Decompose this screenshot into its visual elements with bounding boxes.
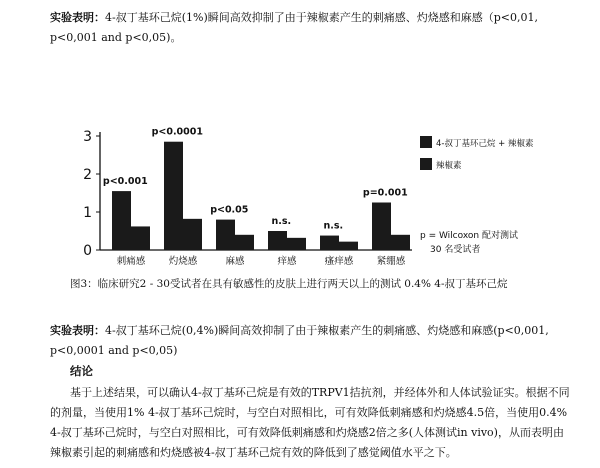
p-value-label: p=0.001 <box>362 187 408 199</box>
p-value-label: p<0.05 <box>210 204 249 216</box>
legend-label-capsaicin: 辣椒素 <box>436 161 462 171</box>
x-tick-label: 麻感 <box>225 256 245 267</box>
bar-capsaicin <box>372 203 391 251</box>
bar-treatment <box>183 219 202 250</box>
paragraph-results-2 <box>50 321 570 361</box>
bar-treatment <box>235 235 254 250</box>
bar-treatment <box>339 242 358 250</box>
paragraph-results-1 <box>50 8 570 48</box>
y-tick-label: 0 <box>83 243 92 259</box>
bar-capsaicin <box>112 191 131 250</box>
figure-caption: 图3：临床研究2 - 30受试者在具有敏感性的皮肤上进行两天以上的测试 0.4% 4-叔丁基环己烷 <box>70 278 508 290</box>
bar-capsaicin <box>268 231 287 250</box>
p-value-label: n.s. <box>271 216 292 227</box>
bar-treatment <box>131 226 150 250</box>
x-tick-label: 瘙痒感 <box>324 256 354 267</box>
legend-label-treatment: 4-叔丁基环己烷 + 辣椒素 <box>436 139 534 149</box>
conclusion-heading: 结论 <box>70 364 93 378</box>
y-tick-label: 1 <box>83 205 92 221</box>
legend-swatch-capsaicin <box>420 158 432 170</box>
bar-treatment <box>287 238 306 250</box>
bar-capsaicin <box>164 142 183 250</box>
conclusion-paragraph <box>50 383 570 463</box>
bar-chart <box>60 122 560 272</box>
bar-capsaicin <box>216 220 235 250</box>
subjects-note: 30 名受试者 <box>430 245 481 255</box>
results-text: 4-叔丁基环己烷(1%)瞬间高效抑制了由于辣椒素产生的刺痛感、灼烧感和麻感（p<0,01, p<0,001 and p<0,05)。 <box>50 11 538 44</box>
x-tick-label: 刺痛感 <box>116 256 146 267</box>
y-tick-label: 2 <box>83 167 92 183</box>
test-note: p = Wilcoxon 配对测试 <box>420 231 518 241</box>
x-tick-label: 灼烧感 <box>168 256 198 267</box>
results-label-2: 实验表明： <box>50 324 105 337</box>
p-value-label: p<0.0001 <box>151 126 204 138</box>
results-label: 实验表明： <box>50 11 105 24</box>
y-tick-label: 3 <box>83 129 92 145</box>
p-value-label: n.s. <box>323 220 344 232</box>
bar-treatment <box>391 235 410 250</box>
legend-swatch-treatment <box>420 136 432 148</box>
x-tick-label: 紧绷感 <box>376 256 406 267</box>
x-tick-label: 痒感 <box>277 256 297 267</box>
conclusion-text: 基于上述结果，可以确认4-叔丁基环己烷是有效的TRPV1拮抗剂，并经体外和人体试验证实。根据不同的剂量，当使用1% 4-叔丁基环己烷时，与空白对照相比，可有效降低刺痛感和灼烧感4.5倍，当使用0.4% 4-叔丁基环己烷时，与空白对照相比，可有效降低刺痛感和灼烧感2倍之多(人体测试in vivo)，从而表明由辣椒素引起的刺痛感和灼烧感被4-叔丁基环己烷有效的降低到了感觉阈值水平之下。 <box>50 386 570 459</box>
bar-capsaicin <box>320 236 339 250</box>
results-text-2: 4-叔丁基环己烷(0,4%)瞬间高效抑制了由于辣椒素产生的刺痛感、灼烧感和麻感(p<0,001, p<0,0001 and p<0,05) <box>50 324 549 357</box>
p-value-label: p<0.001 <box>102 176 148 188</box>
